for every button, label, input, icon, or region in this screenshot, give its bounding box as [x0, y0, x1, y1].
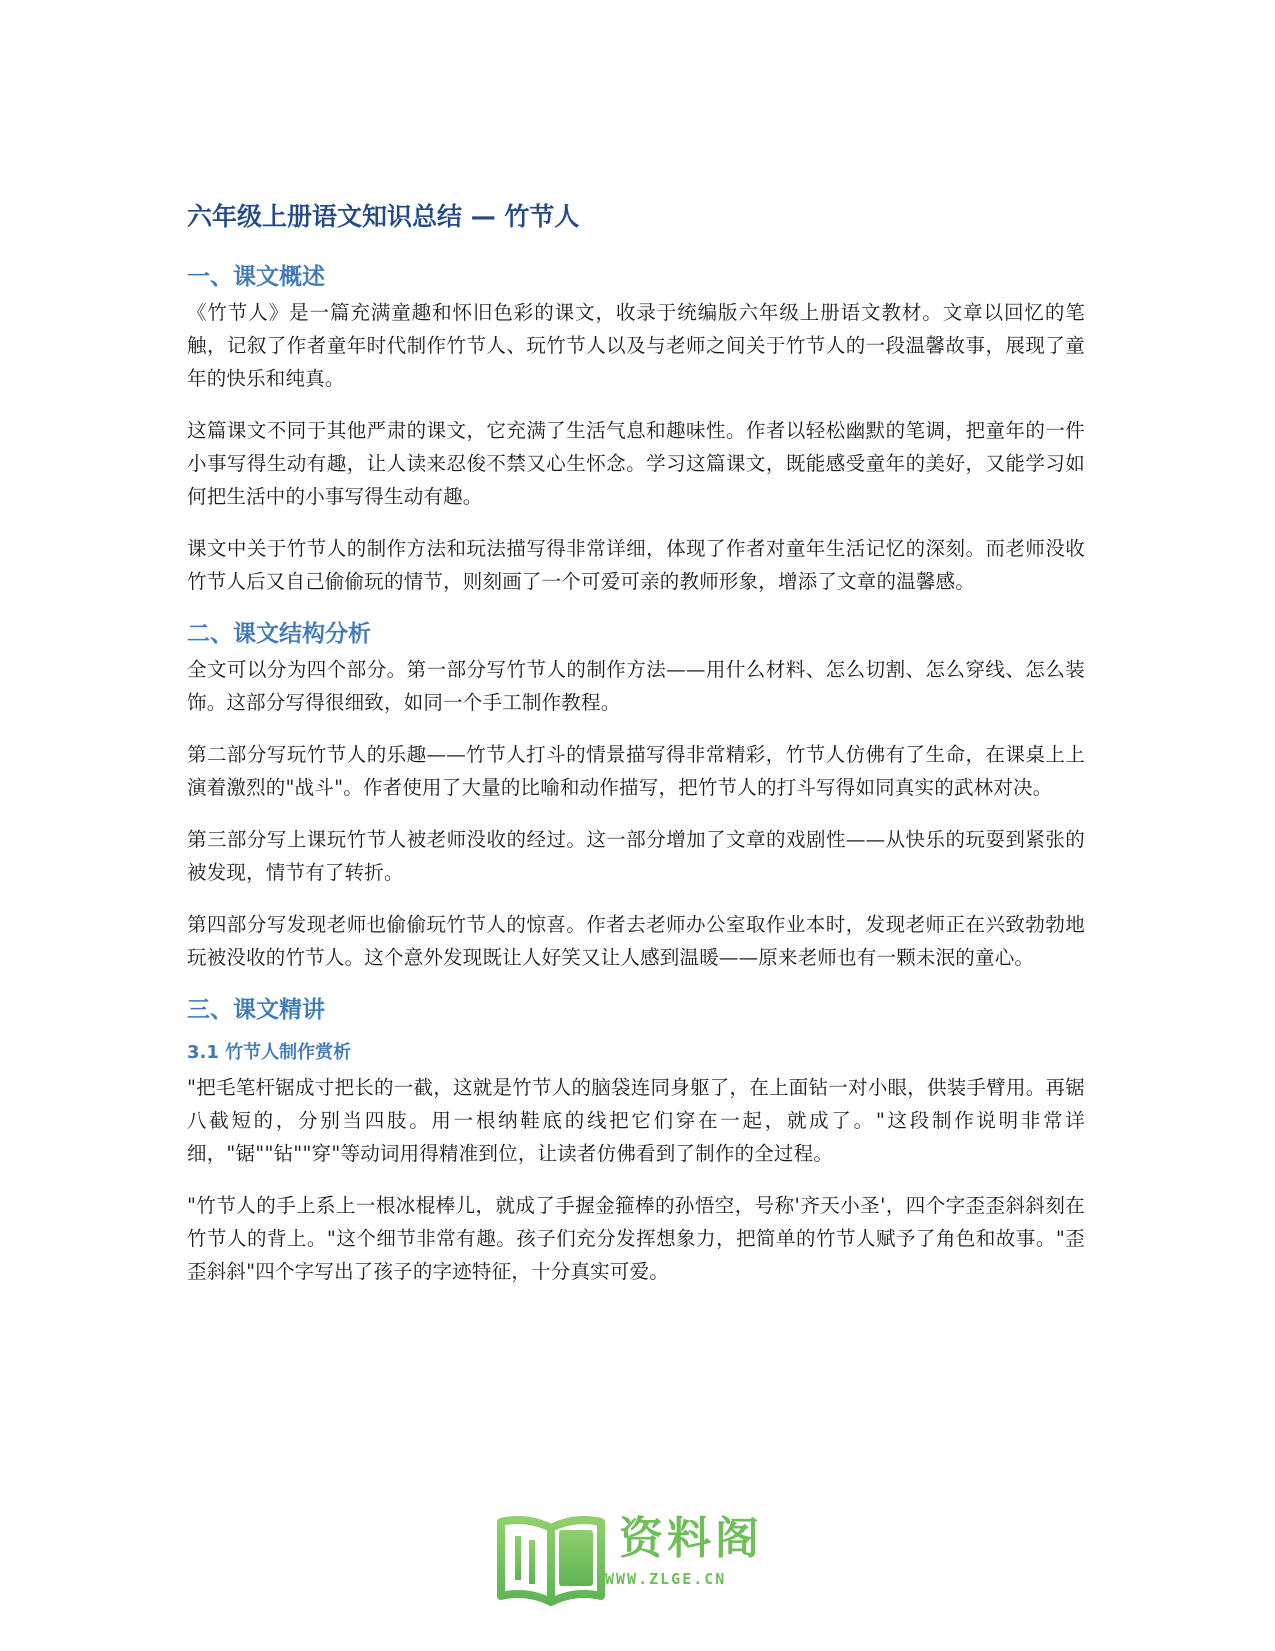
paragraph: 这篇课文不同于其他严肃的课文，它充满了生活气息和趣味性。作者以轻松幽默的笔调，把童年的一件小事写得生动有趣，让人读来忍俊不禁又心生怀念。学习这篇课文，既能感受童年的美好，又能学习如何把生活中的小事写得生动有趣。	[187, 419, 1085, 508]
section-overview	[187, 260, 1085, 598]
watermark-name: 资料阁	[619, 1513, 763, 1564]
watermark	[495, 1500, 775, 1610]
section-heading: 三、课文精讲	[187, 997, 325, 1023]
paragraph: 全文可以分为四个部分。第一部分写竹节人的制作方法——用什么材料、怎么切割、怎么穿线、怎么装饰。这部分写得很细致，如同一个手工制作教程。	[187, 658, 1085, 714]
open-book-icon	[495, 1500, 607, 1610]
section-structure	[187, 617, 1085, 974]
section-detailed	[187, 993, 1085, 1288]
paragraph: 第四部分写发现老师也偷偷玩竹节人的惊喜。作者去老师办公室取作业本时，发现老师正在兴致勃勃地玩被没收的竹节人。这个意外发现既让人好笑又让人感到温暖——原来老师也有一颗未泯的童心。	[187, 913, 1085, 969]
paragraph: "竹节人的手上系上一根冰棍棒儿，就成了手握金箍棒的孙悟空，号称'齐天小圣'，四个字歪歪斜斜刻在竹节人的背上。"这个细节非常有趣。孩子们充分发挥想象力，把简单的竹节人赋予了角色和故事。"歪歪斜斜"四个字写出了孩子的字迹特征，十分真实可爱。	[187, 1194, 1085, 1283]
subsection-heading: 3.1 竹节人制作赏析	[187, 1042, 352, 1063]
section-heading: 二、课文结构分析	[187, 621, 371, 647]
paragraph: 第二部分写玩竹节人的乐趣——竹节人打斗的情景描写得非常精彩，竹节人仿佛有了生命，在课桌上上演着激烈的"战斗"。作者使用了大量的比喻和动作描写，把竹节人的打斗写得如同真实的武林对决。	[187, 743, 1085, 799]
paragraph: 课文中关于竹节人的制作方法和玩法描写得非常详细，体现了作者对童年生活记忆的深刻。而老师没收竹节人后又自己偷偷玩的情节，则刻画了一个可爱可亲的教师形象，增添了文章的温馨感。	[187, 537, 1085, 593]
document-title: 六年级上册语文知识总结 — 竹节人	[187, 202, 580, 231]
watermark-url: WWW.ZLGE.CN	[605, 1570, 727, 1588]
paragraph: "把毛笔杆锯成寸把长的一截，这就是竹节人的脑袋连同身躯了，在上面钻一对小眼，供装手臂用。再锯八截短的，分别当四肢。用一根纳鞋底的线把它们穿在一起，就成了。"这段制作说明非常详细，"锯""钻""穿"等动词用得精准到位，让读者仿佛看到了制作的全过程。	[187, 1076, 1085, 1165]
section-heading: 一、课文概述	[187, 264, 325, 290]
paragraph: 《竹节人》是一篇充满童趣和怀旧色彩的课文，收录于统编版六年级上册语文教材。文章以回忆的笔触，记叙了作者童年时代制作竹节人、玩竹节人以及与老师之间关于竹节人的一段温馨故事，展现了童年的快乐和纯真。	[187, 301, 1085, 390]
paragraph: 第三部分写上课玩竹节人被老师没收的经过。这一部分增加了文章的戏剧性——从快乐的玩耍到紧张的被发现，情节有了转折。	[187, 828, 1085, 884]
document-page	[187, 200, 1085, 1307]
